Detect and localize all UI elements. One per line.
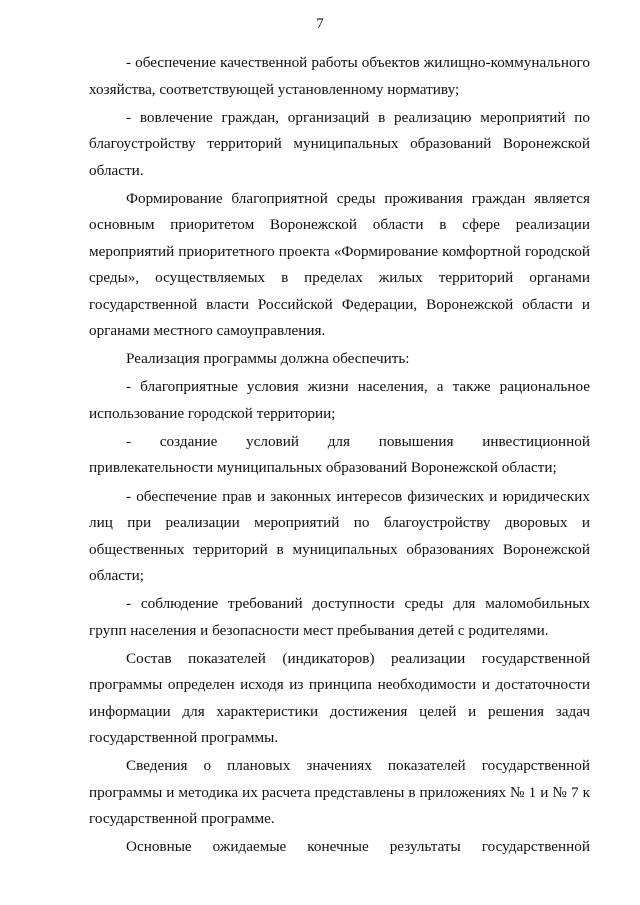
paragraph-expected-results: Основные ожидаемые конечные результаты государственной	[126, 838, 590, 856]
document-body	[89, 50, 590, 863]
paragraph-rights-protection: - обеспечение прав и законных интересов физических и юридических лиц при реализации мероприятий по благоустройству дворовых и общественных территорий в муниципальных образованиях Воронежской области;	[89, 487, 590, 585]
page-number: 7	[316, 16, 324, 32]
paragraph-priority-environment: Формирование благоприятной среды проживания граждан является основным приоритетом Воронежской области в сфере реализации мероприятий приоритетного проекта «Формирование комфортной городской среды», осуществляемых в пределах жилых территорий органами государственной власти Российской Федерации, Воронежской области и органами местного самоуправления.	[89, 189, 590, 340]
paragraph-investment-attractiveness: - создание условий для повышения инвестиционной привлекательности муниципальных образований Воронежской области;	[89, 432, 590, 477]
paragraph-housing-services: - обеспечение качественной работы объектов жилищно-коммунального хозяйства, соответствующей установленному нормативу;	[89, 54, 590, 98]
paragraph-planned-values: Сведения о плановых значениях показателей государственной программы и методика их расчета представлены в приложениях № 1 и № 7 к государственной программе.	[89, 757, 590, 828]
paragraph-citizen-involvement: - вовлечение граждан, организаций в реализацию мероприятий по благоустройству территорий муниципальных образований Воронежской области.	[89, 108, 590, 179]
paragraph-indicators: Состав показателей (индикаторов) реализации государственной программы определен исходя из принципа необходимости и достаточности информации для характеристики достижения целей и решения задач государственной программы.	[89, 649, 590, 747]
paragraph-living-conditions: - благоприятные условия жизни населения, а также рациональное использование городской территории;	[89, 378, 590, 422]
paragraph-program-goals-intro: Реализация программы должна обеспечить:	[126, 350, 410, 368]
paragraph-accessibility: - соблюдение требований доступности среды для маломобильных групп населения и безопасности мест пребывания детей с родителями.	[89, 595, 590, 639]
